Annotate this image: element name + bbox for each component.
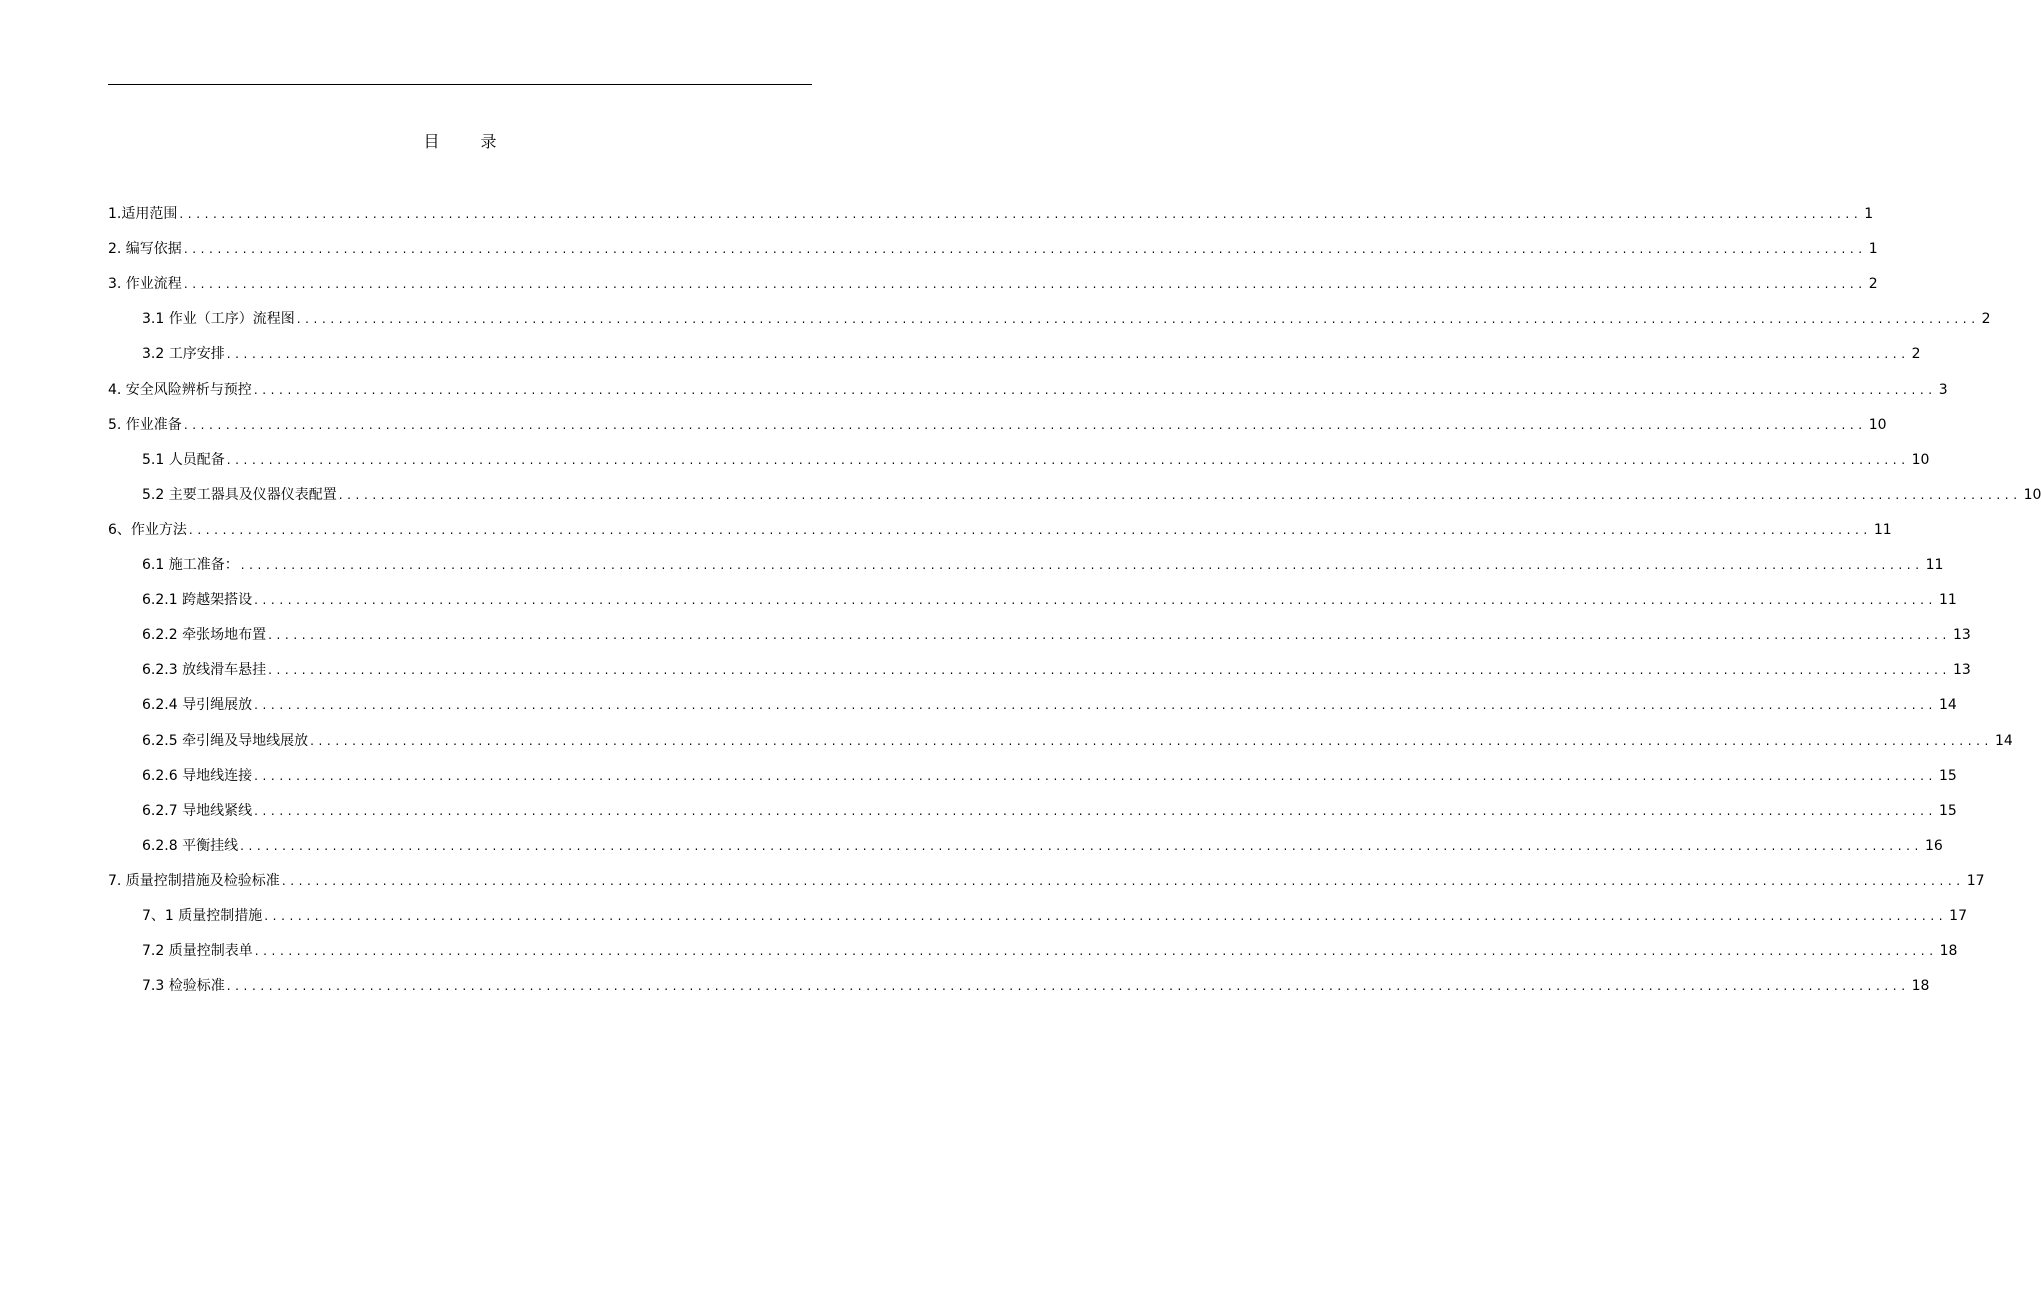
toc-entry-label: 6、作业方法 — [108, 521, 187, 538]
toc-entry[interactable] — [142, 305, 1991, 329]
toc-leader-dots: ........................................................................................................................................................................................................ — [183, 277, 1867, 292]
toc-entry-page-number: 13 — [1952, 662, 1971, 679]
toc-entry-page-number: 11 — [1925, 557, 1944, 573]
toc-entry[interactable] — [142, 937, 1958, 961]
toc-entry-page-number: 2 — [1981, 311, 1991, 328]
toc-entry-label: 6.2.2 牵张场地布置 — [142, 627, 267, 644]
toc-entry[interactable] — [108, 516, 1892, 540]
toc-entry-page-number: 10 — [1911, 451, 1930, 468]
toc-leader-dots: ........................................................................................................................................................................................................ — [240, 838, 1923, 853]
toc-leader-dots: ........................................................................................................................................................................................................ — [264, 909, 1948, 923]
toc-entry-label: 5. 作业准备 — [108, 416, 182, 433]
toc-entry-page-number: 17 — [1949, 908, 1967, 924]
toc-leader-dots: ........................................................................................................................................................................................................ — [226, 979, 1910, 994]
toc-leader-dots: ........................................................................................................................................................................................................ — [183, 417, 1867, 432]
toc-entry[interactable] — [142, 551, 1944, 575]
toc-entry-page-number: 10 — [1868, 416, 1887, 433]
toc-leader-dots: ........................................................................................................................................................................................................ — [268, 628, 1951, 643]
toc-entry[interactable] — [108, 270, 1878, 294]
toc-leader-dots: ........................................................................................................................................................................................................ — [254, 768, 1937, 783]
toc-entry-label: 2. 编写依据 — [108, 241, 182, 258]
toc-entry[interactable] — [142, 656, 1971, 680]
toc-leader-dots: ........................................................................................................................................................................................................ — [253, 382, 1937, 397]
toc-entry-label: 6.2.7 导地线紧线 — [142, 802, 253, 819]
toc-entry-label: 7.3 检验标准 — [142, 978, 225, 995]
toc-leader-dots: ........................................................................................................................................................................................................ — [338, 487, 2022, 502]
toc-entry-page-number: 18 — [1939, 943, 1958, 960]
toc-entry[interactable] — [142, 340, 1921, 364]
toc-entry-page-number: 13 — [1952, 627, 1971, 644]
toc-leader-dots: ........................................................................................................................................................................................................ — [226, 452, 1910, 467]
toc-entry-label: 3. 作业流程 — [108, 276, 182, 293]
toc-entry-label: 6.2.4 导引绳展放 — [142, 697, 253, 714]
toc-entry[interactable] — [142, 762, 1957, 786]
toc-entry[interactable] — [142, 446, 1930, 470]
toc-entry-page-number: 15 — [1938, 802, 1957, 819]
toc-entry-page-number: 3 — [1938, 381, 1948, 398]
toc-leader-dots: ........................................................................................................................................................................................................ — [254, 593, 1937, 608]
toc-entry[interactable] — [142, 586, 1957, 610]
toc-entry[interactable] — [142, 797, 1957, 821]
toc-leader-dots: ........................................................................................................................................................................................................ — [188, 522, 1872, 537]
toc-entry-page-number: 11 — [1873, 521, 1892, 538]
toc-leader-dots: ........................................................................................................................................................................................................ — [226, 347, 1910, 362]
toc-leader-dots: ........................................................................................................................................................................................................ — [254, 944, 1938, 959]
toc-entry-label: 1.适用范围 — [108, 206, 178, 222]
toc-leader-dots: ........................................................................................................................................................................................................ — [310, 733, 1993, 748]
toc-entry-page-number: 1 — [1864, 206, 1874, 222]
toc-entry-label: 3.1 作业（工序）流程图 — [142, 311, 295, 328]
toc-entry-label: 3.2 工序安排 — [142, 346, 225, 363]
toc-entry-page-number: 18 — [1911, 978, 1930, 995]
toc-entry[interactable] — [142, 481, 2041, 505]
toc-entry-page-number: 14 — [1938, 697, 1957, 714]
toc-entry[interactable] — [142, 727, 2013, 751]
toc-entry[interactable] — [142, 832, 1943, 856]
toc-entry-page-number: 16 — [1924, 837, 1943, 854]
toc-entry-label: 6.2.5 牵引绳及导地线展放 — [142, 732, 309, 749]
toc-entry-label: 6.1 施工准备： — [142, 557, 239, 573]
toc-entry[interactable] — [142, 691, 1957, 715]
toc-entry[interactable] — [142, 972, 1930, 996]
toc-entry-page-number: 17 — [1966, 872, 1985, 889]
toc-entry-label: 7.2 质量控制表单 — [142, 943, 253, 960]
toc-leader-dots: ........................................................................................................................................................................................................ — [296, 312, 1980, 327]
toc-entry[interactable] — [142, 621, 1971, 645]
toc-entry-label: 6.2.3 放线滑车悬挂 — [142, 662, 267, 679]
toc-leader-dots: ........................................................................................................................................................................................................ — [179, 207, 1863, 221]
toc-entry-page-number: 11 — [1938, 592, 1957, 609]
toc-leader-dots: ........................................................................................................................................................................................................ — [240, 558, 1924, 572]
toc-entry[interactable] — [108, 235, 1878, 259]
toc-entry-page-number: 10 — [2023, 486, 2041, 503]
toc-leader-dots: ........................................................................................................................................................................................................ — [281, 873, 1965, 888]
page-title: 目 录 — [423, 132, 515, 151]
toc-entry-label: 4. 安全风险辨析与预控 — [108, 381, 252, 398]
toc-entry-label: 5.1 人员配备 — [142, 451, 225, 468]
toc-entry-page-number: 1 — [1868, 241, 1878, 258]
toc-leader-dots: ........................................................................................................................................................................................................ — [254, 803, 1937, 818]
toc-entry-label: 6.2.6 导地线连接 — [142, 767, 253, 784]
toc-entry[interactable] — [108, 411, 1887, 435]
toc-entry-page-number: 14 — [1994, 732, 2013, 749]
toc-leader-dots: ........................................................................................................................................................................................................ — [268, 663, 1951, 678]
toc-entry-page-number: 15 — [1938, 767, 1957, 784]
toc-entry[interactable] — [108, 376, 1948, 400]
toc-entry-label: 5.2 主要工器具及仪器仪表配置 — [142, 486, 337, 503]
toc-entry[interactable] — [108, 867, 1985, 891]
toc-entry-label: 6.2.1 跨越架搭设 — [142, 592, 253, 609]
toc-entry-page-number: 2 — [1911, 346, 1921, 363]
toc-entry[interactable] — [108, 200, 1874, 224]
toc-entry-label: 7. 质量控制措施及检验标准 — [108, 872, 280, 889]
toc-entry[interactable] — [142, 902, 1967, 926]
toc-leader-dots: ........................................................................................................................................................................................................ — [183, 242, 1867, 257]
toc-entry-page-number: 2 — [1868, 276, 1878, 293]
toc-leader-dots: ........................................................................................................................................................................................................ — [254, 698, 1937, 713]
toc-entry-label: 6.2.8 平衡挂线 — [142, 837, 239, 854]
header-rule — [108, 84, 812, 85]
toc-entry-label: 7、1 质量控制措施 — [142, 908, 263, 924]
